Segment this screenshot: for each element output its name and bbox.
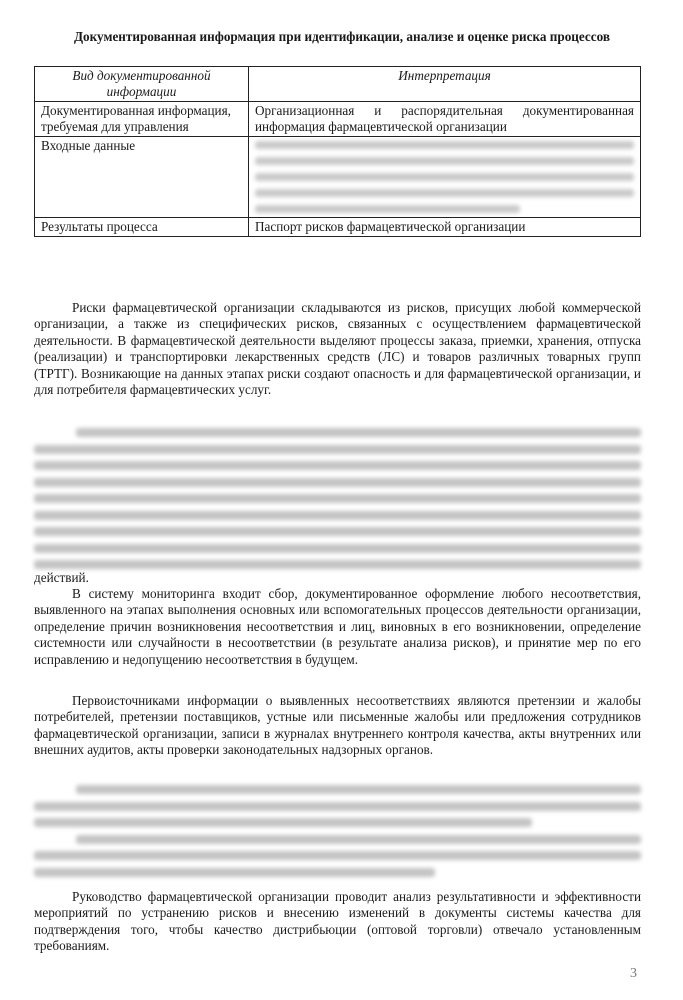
paragraph: В систему мониторинга входит сбор, документированное оформление любого несоответствия, выявленного на этапах выполнения основных или вспомогательных процессов деятельности организации, определение причин возникновения несоответствия и лиц, виновных в его возникновении, определение системности или случайности в несоответствии (в результате анализа рисков), и принятие мер по его исправлению и недопущению несоответствия в будущем. [34,586,641,667]
blurred-text [255,141,634,221]
partial-word: действий. [34,570,89,585]
table-cell: Документированная информация, требуемая для управления [35,102,249,137]
table-row [35,137,641,218]
blurred-paragraph [34,428,641,577]
table-cell: Паспорт рисков фармацевтической организации [249,218,641,237]
paragraph: Руководство фармацевтической организации проводит анализ результативности и эффективности мероприятий по устранению рисков и внесению изменений в документы системы качества для подтверждения того, чтобы качество дистрибьюции (оптовой торговли) отвечало установленным требованиям. [34,889,641,954]
page-title: Документированная информация при идентификации, анализе и оценке риска процессов [73,29,611,44]
table-header-cell: Вид документированной информации [35,67,249,102]
documented-info-table [34,66,641,237]
blurred-table-cell [249,137,641,218]
table-header-cell: Интерпретация [249,67,641,102]
table-header-row [35,67,641,102]
table-cell: Входные данные [35,137,249,218]
table-cell: Организационная и распорядительная документированная информация фармацевтической организации [249,102,641,137]
table-row [35,102,641,137]
paragraph: Первоисточниками информации о выявленных несоответствиях являются претензии и жалобы потребителей, претензии поставщиков, устные или письменные жалобы или предложения сотрудников фармацевтической организации, записи в журналах внутреннего контроля качества, акты внутренних или внешних аудитов, акты проверки законодательных надзорных органов. [34,693,641,758]
table-cell: Результаты процесса [35,218,249,237]
page-number: 3 [630,966,637,981]
paragraph: Риски фармацевтической организации складываются из рисков, присущих любой коммерческой организации, а также из специфических рисков, связанных с осуществлением фармацевтической деятельности. В фармацевтической деятельности выделяют процессы заказа, приемки, хранения, отпуска (реализации) и транспортировки лекарственных средств (ЛС) и товаров различных товарных групп (ТРТГ). Возникающие на данных этапах риски создают опасность и для фармацевтической организации, и для потребителя фармацевтических услуг. [34,300,641,398]
blurred-paragraph [34,785,641,884]
